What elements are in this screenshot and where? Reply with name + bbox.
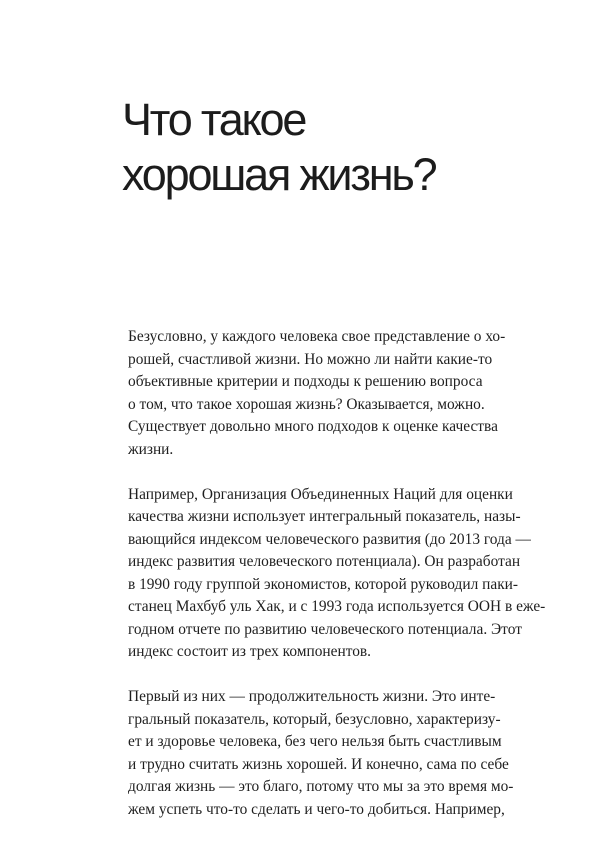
text-line: рошей, счастливой жизни. Но можно ли найти какие-то — [128, 350, 493, 368]
text-line: о том, что такое хорошая жизнь? Оказывается, можно. — [128, 395, 485, 413]
text-line: станец Махбуб уль Хак, и с 1993 года используется ООН в еже- — [128, 598, 546, 615]
text-line: индекс состоит из трех компонентов. — [128, 643, 372, 660]
title-line-1: Что такое — [122, 94, 306, 145]
paragraph-1 — [128, 326, 528, 461]
body-text — [128, 326, 546, 844]
text-line: объективные критерии и подходы к решению вопроса — [128, 373, 483, 390]
text-line: индекс развития человеческого потенциала). Он разработан — [128, 553, 521, 570]
text-line: жизни. — [128, 440, 174, 458]
paragraph-3 — [128, 686, 528, 821]
text-line: Например, Организация Объединенных Наций для оценки — [128, 485, 513, 503]
text-line: ет и здоровье человека, без чего нельзя быть счастливым — [128, 733, 502, 750]
paragraph-2 — [128, 484, 546, 664]
text-line: и трудно считать жизнь хорошей. И конечно, сама по себе — [128, 755, 509, 773]
text-line: Первый из них — продолжительность жизни. Это инте- — [128, 688, 496, 705]
page-title — [122, 92, 435, 202]
text-line: жем успеть что-то сделать и чего-то добиться. Например, — [128, 800, 505, 818]
text-line: долгая жизнь — это благо, потому что мы за это время мо- — [128, 778, 514, 795]
text-line: в 1990 году группой экономистов, которой руководил паки- — [128, 575, 519, 593]
text-line: Безусловно, у каждого человека свое представление о хо- — [128, 328, 506, 345]
text-line: годном отчете по развитию человеческого потенциала. Этот — [128, 620, 522, 638]
text-line: гральный показатель, который, безусловно, характеризу- — [128, 710, 501, 728]
text-line: качества жизни использует интегральный показатель, назы- — [128, 508, 521, 525]
text-line: Существует довольно много подходов к оценке качества — [128, 418, 498, 435]
text-line: вающийся индексом человеческого развития (до 2013 года — — [128, 530, 531, 548]
title-line-2: хорошая жизнь? — [122, 149, 436, 200]
